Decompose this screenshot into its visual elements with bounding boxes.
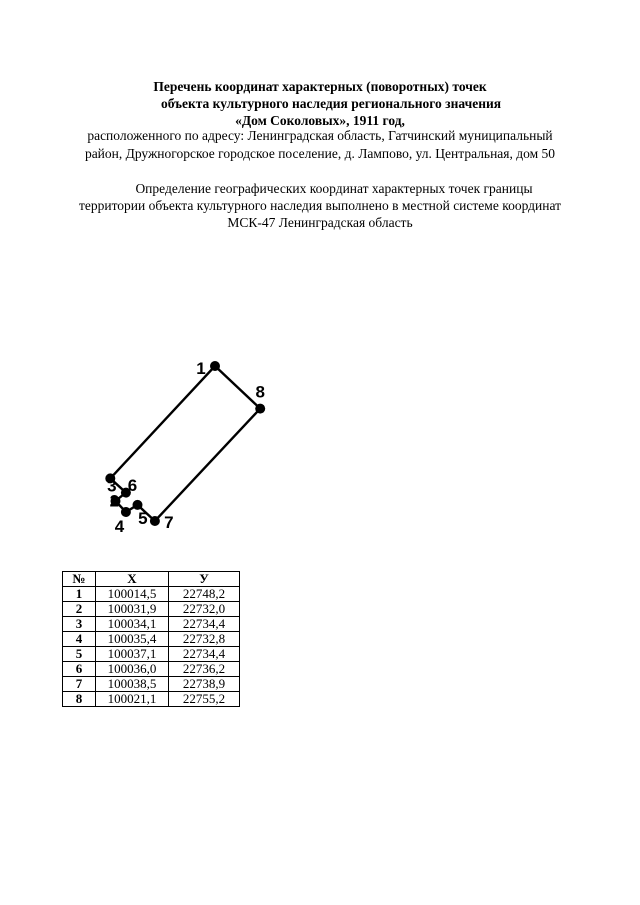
boundary-point-8 [255,404,265,414]
method-line-1: Определение географических координат характерных точек границы [135,181,533,196]
table-row [63,662,240,677]
point-label-8: 8 [255,382,265,402]
row-number: 3 [63,617,96,632]
row-number: 6 [63,662,96,677]
boundary-point-7 [150,516,160,526]
row-number: 2 [63,602,96,617]
header-y: У [169,572,240,587]
row-x: 100021,1 [96,692,169,707]
row-x: 100036,0 [96,662,169,677]
row-x: 100035,4 [96,632,169,647]
method-line-3: МСК-47 Ленинградская область [227,215,413,230]
address-line-2: район, Дружногорское городское поселение, д. Лампово, ул. Центральная, дом 50 [84,146,556,161]
row-number: 5 [63,647,96,662]
method-line-2: территории объекта культурного наследия выполнено в местной системе координат [78,198,562,213]
table-row [63,587,240,602]
row-y: 22734,4 [169,617,240,632]
boundary-point-1 [210,361,220,371]
boundary-polygon [110,366,260,521]
row-x: 100038,5 [96,677,169,692]
table-row [63,692,240,707]
title-line-1: Перечень координат характерных (поворотных) точек [153,79,487,94]
boundary-point-4 [111,496,121,506]
row-number: 7 [63,677,96,692]
point-label-5: 5 [138,509,148,528]
row-x: 100037,1 [96,647,169,662]
table-row [63,677,240,692]
boundary-point-5 [121,507,131,517]
row-y: 22738,9 [169,677,240,692]
header-number: № [63,572,96,587]
table-row [63,632,240,647]
point-label-3: 3 [107,476,117,496]
point-label-7: 7 [164,513,174,532]
title-line-2: объекта культурного наследия регионального значения [160,96,502,111]
point-label-1: 1 [196,359,206,378]
row-x: 100034,1 [96,617,169,632]
row-y: 22755,2 [169,692,240,707]
row-number: 8 [63,692,96,707]
row-y: 22732,0 [169,602,240,617]
point-label-6: 6 [127,475,138,495]
header-x: X [96,572,169,587]
row-number: 4 [63,632,96,647]
coordinates-table [62,571,240,707]
row-y: 22732,8 [169,632,240,647]
title-line-3: «Дом Соколовых», 1911 год, [235,113,405,128]
row-number: 1 [63,587,96,602]
table-row [63,602,240,617]
table-header-row [63,572,240,587]
point-label-4: 4 [114,517,125,536]
row-y: 22748,2 [169,587,240,602]
address-line-1: расположенного по адресу: Ленинградская область, Гатчинский муниципальный [87,128,553,143]
row-y: 22734,4 [169,647,240,662]
row-x: 100014,5 [96,587,169,602]
row-x: 100031,9 [96,602,169,617]
table-row [63,617,240,632]
row-y: 22736,2 [169,662,240,677]
boundary-point-6 [133,500,143,510]
table-row [63,647,240,662]
